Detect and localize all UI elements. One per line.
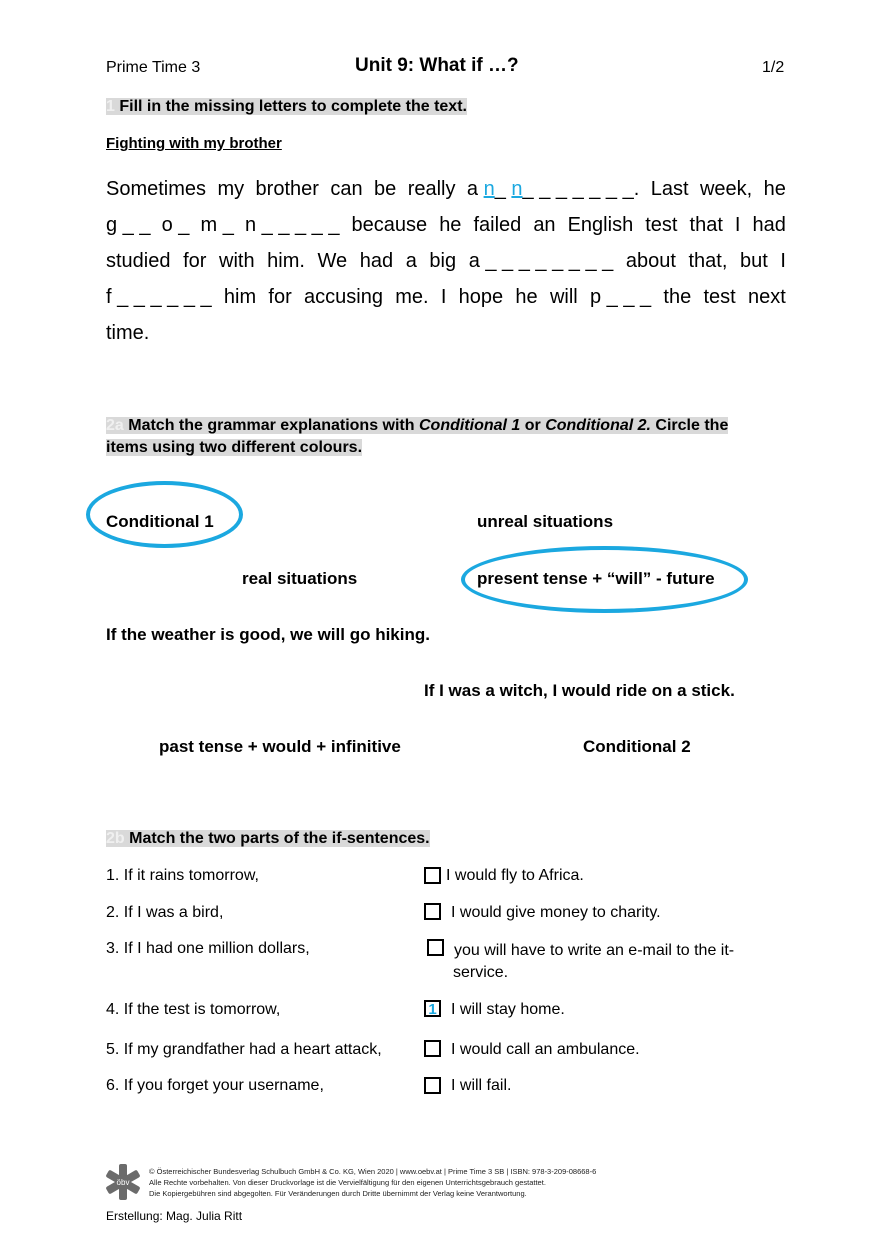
answer-box-6[interactable] [424, 1077, 441, 1094]
if-clause-2: 2. If I was a bird, [106, 904, 224, 921]
word: because [351, 214, 428, 236]
task2a-text-3: Circle the items using two different colours. [106, 417, 729, 456]
item-conditional-2[interactable]: Conditional 2 [583, 737, 691, 756]
blank-word-4[interactable]: f _ _ _ _ _ _ [106, 286, 212, 308]
word: I [440, 286, 447, 308]
word: me. [395, 286, 429, 308]
word: for [268, 286, 292, 308]
task2a-text-1: Match the grammar explanations with [128, 417, 419, 434]
main-clause-1: I would fly to Africa. [446, 867, 584, 884]
word: time. [106, 322, 150, 344]
word: test [645, 214, 678, 236]
task2b-text: Match the two parts of the if-sentences. [129, 830, 430, 847]
word: can [330, 178, 363, 200]
cloze-paragraph [106, 171, 786, 351]
task2a-instruction [106, 415, 766, 459]
task2b-number: 2b [106, 830, 125, 847]
if-clause-6: 6. If you forget your username, [106, 1077, 324, 1094]
word: for [183, 250, 207, 272]
main-clause-2: I would give money to charity. [451, 904, 661, 921]
main-clause-4: I will stay home. [451, 1001, 565, 1018]
word: I [734, 214, 741, 236]
word: about [625, 250, 676, 272]
if-clause-1: 1. If it rains tomorrow, [106, 867, 259, 884]
word: Last [650, 178, 689, 200]
word: he [439, 214, 462, 236]
word: brother [255, 178, 319, 200]
word: that, [688, 250, 728, 272]
header-left: Prime Time 3 [106, 59, 201, 76]
word: had [359, 250, 394, 272]
task2b-instruction [106, 828, 430, 850]
answer-box-3[interactable] [427, 939, 444, 956]
word: really [407, 178, 456, 200]
if-clause-4: 4. If the test is tomorrow, [106, 1001, 281, 1018]
word: test [703, 286, 736, 308]
blank-rest: _ _ _ _ _ _. [533, 178, 640, 200]
word: be [374, 178, 397, 200]
item-past-tense-would[interactable]: past tense + would + infinitive [159, 737, 401, 756]
word: English [567, 214, 634, 236]
task1-number: 1 [106, 98, 115, 115]
filled-letter: n [483, 178, 495, 200]
if-clause-3: 3. If I had one million dollars, [106, 940, 310, 957]
word: he [515, 286, 538, 308]
if-clause-5: 5. If my grandfather had a heart attack, [106, 1041, 382, 1058]
answer-box-5[interactable] [424, 1040, 441, 1057]
word: that [689, 214, 723, 236]
answer-box-1[interactable] [424, 867, 441, 884]
word: hope [458, 286, 504, 308]
item-witch-sentence[interactable]: If I was a witch, I would ride on a stick. [424, 681, 735, 700]
task1-instruction [106, 96, 467, 118]
filled-letter: n [511, 178, 523, 200]
cloze-line [106, 207, 786, 243]
cloze-line [106, 243, 786, 279]
word: with [219, 250, 255, 272]
word: failed [473, 214, 522, 236]
page-number: 1/2 [762, 59, 785, 76]
task2a-em-1: Conditional 1 [418, 417, 521, 434]
item-weather-sentence[interactable]: If the weather is good, we will go hiking. [106, 625, 430, 644]
word: studied [106, 250, 171, 272]
word: him [223, 286, 257, 308]
answer-box-4[interactable]: 1 [424, 1000, 441, 1017]
word: will [549, 286, 578, 308]
author-credit: Erstellung: Mag. Julia Ritt [106, 1209, 243, 1223]
word: the [663, 286, 692, 308]
word: but [739, 250, 768, 272]
answer-box-2[interactable] [424, 903, 441, 920]
item-real-situations[interactable]: real situations [242, 569, 358, 588]
blank-word-5[interactable]: p _ _ _ [589, 286, 652, 308]
word: my [217, 178, 245, 200]
footer-legal [149, 1166, 596, 1199]
footer-line-3: Die Kopiergebühren sind abgegolten. Für Veränderungen durch Dritte übernimmt der Verlag keine Verantwortung. [149, 1189, 527, 1198]
word: next [748, 286, 786, 308]
word: he [763, 178, 786, 200]
word: accusing [304, 286, 383, 308]
word: him. [267, 250, 305, 272]
logo-text: öbv [116, 1178, 130, 1187]
word: had [752, 214, 786, 236]
blank-word-2[interactable]: g _ _ o _ m _ n _ _ _ _ _ [106, 214, 340, 236]
item-present-tense-will[interactable]: present tense + “will” - future [477, 569, 715, 588]
word: We [317, 250, 348, 272]
task2a-number: 2a [106, 417, 124, 434]
word: Sometimes [106, 178, 207, 200]
item-unreal-situations[interactable]: unreal situations [477, 512, 614, 531]
main-clause-6: I will fail. [451, 1077, 512, 1094]
main-clause-5: I would call an ambulance. [451, 1041, 640, 1058]
footer-line-1: © Österreichischer Bundesverlag Schulbuch GmbH & Co. KG, Wien 2020 | www.oebv.at | Prime Time 3 SB | ISBN: 978-3-209-08668-6 [149, 1167, 597, 1176]
task2a-text-2: or [520, 417, 546, 434]
page-title: Unit 9: What if …? [355, 55, 519, 76]
oebv-logo-icon [104, 1163, 142, 1201]
word: an [533, 214, 556, 236]
cloze-line [106, 315, 786, 351]
cloze-line [106, 171, 786, 207]
blank-word-1[interactable]: a n_ n_ _ _ _ _ _ _. [466, 178, 640, 200]
task1-text: Fill in the missing letters to complete the text. [119, 98, 467, 115]
word: week, [699, 178, 753, 200]
footer-line-2: Alle Rechte vorbehalten. Von dieser Druckvorlage ist die Vervielfältigung für den eigenen Unterrichtsgebrauch gestattet. [149, 1178, 546, 1187]
word: a [405, 250, 417, 272]
word: I [780, 250, 786, 272]
task2a-em-2: Conditional 2. [545, 417, 651, 434]
blank-word-3[interactable]: a _ _ _ _ _ _ _ _ [468, 250, 614, 272]
cloze-line [106, 279, 786, 315]
main-clause-3: you will have to write an e-mail to the it-service. [453, 942, 735, 981]
word: big [429, 250, 457, 272]
item-conditional-1[interactable]: Conditional 1 [106, 512, 214, 531]
text-subtitle: Fighting with my brother [106, 135, 282, 152]
